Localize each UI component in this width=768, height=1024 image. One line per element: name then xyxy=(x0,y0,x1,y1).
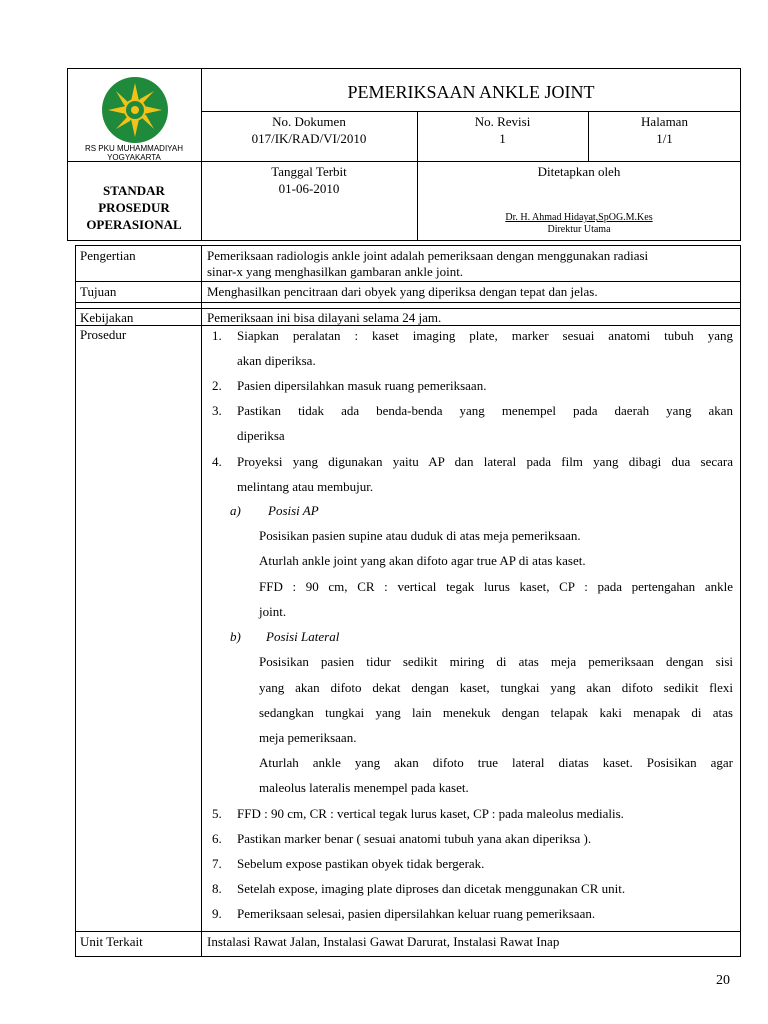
prosedur-label: Prosedur xyxy=(80,327,127,342)
approver-name: Dr. H. Ahmad Hidayat,SpOG.M.Kes xyxy=(505,212,653,223)
substep-title: Posisi AP xyxy=(268,503,319,518)
substep-text: yang akan difoto dekat dengan kaset, tungkai yang akan difoto sedikit flexi xyxy=(259,680,733,695)
step-text: Proyeksi yang digunakan yaitu AP dan lateral pada film yang dibagi dua secara xyxy=(237,454,733,469)
approver-title: Direktur Utama xyxy=(547,224,611,235)
meta-divider xyxy=(201,161,741,162)
row-divider xyxy=(75,308,741,309)
substep-text: meja pemeriksaan. xyxy=(259,730,357,745)
revision-label: No. Revisi xyxy=(474,114,531,129)
substep-text: Posisikan pasien supine atau duduk di atas meja pemeriksaan. xyxy=(259,528,581,543)
step-text: Siapkan peralatan : kaset imaging plate, marker sesuai anatomi tubuh yang xyxy=(237,328,733,343)
substep-letter: b) xyxy=(230,629,241,644)
step-text: FFD : 90 cm, CR : vertical tegak lurus kaset, CP : pada maleolus medialis. xyxy=(237,806,624,821)
revision-value: 1 xyxy=(499,131,506,146)
row-divider xyxy=(75,281,741,282)
step-text: Pemeriksaan selesai, pasien dipersilahkan keluar ruang pemeriksaan. xyxy=(237,906,596,921)
page-number: 20 xyxy=(716,973,730,988)
hospital-logo xyxy=(100,75,170,145)
step-text: akan diperiksa. xyxy=(237,353,316,368)
step-number: 1. xyxy=(212,328,222,343)
step-number: 8. xyxy=(212,881,222,896)
row-divider xyxy=(75,302,741,303)
step-number: 6. xyxy=(212,831,222,846)
step-text: Sebelum expose pastikan obyek tidak bergerak. xyxy=(237,856,485,871)
issue-date-label: Tanggal Terbit xyxy=(271,164,347,179)
step-number: 2. xyxy=(212,378,222,393)
issue-date-value: 01-06-2010 xyxy=(278,181,340,196)
label-column-divider xyxy=(201,245,202,957)
page-title: PEMERIKSAAN ANKLE JOINT xyxy=(347,82,595,102)
title-divider xyxy=(201,111,741,112)
step-text: Pastikan marker benar ( sesuai anatomi tubuh yana akan diperiksa ). xyxy=(237,831,592,846)
step-text: Pasien dipersilahkan masuk ruang pemeriksaan. xyxy=(237,378,487,393)
step-text: Pastikan tidak ada benda-benda yang menempel pada daerah yang akan xyxy=(237,403,733,418)
step-number: 5. xyxy=(212,806,222,821)
content-table xyxy=(75,245,741,957)
hospital-city: YOGYAKARTA xyxy=(107,153,161,162)
step-number: 4. xyxy=(212,454,222,469)
page-label: Halaman xyxy=(641,114,688,129)
substep-text: joint. xyxy=(259,604,287,619)
step-text: Setelah expose, imaging plate diproses dan dicetak menggunakan CR unit. xyxy=(237,881,626,896)
step-text: diperiksa xyxy=(237,428,285,443)
substep-text: maleolus lateralis menempel pada kaset. xyxy=(259,780,469,795)
substep-letter: a) xyxy=(230,503,241,518)
tujuan-text: Menghasilkan pencitraan dari obyek yang diperiksa dengan tepat dan jelas. xyxy=(207,284,598,299)
unit-terkait-text: Instalasi Rawat Jalan, Instalasi Gawat Darurat, Instalasi Rawat Inap xyxy=(207,934,560,949)
sop-title-1: STANDAR xyxy=(103,183,165,198)
sop-title-2: PROSEDUR xyxy=(98,200,170,215)
pengertian-text: Pemeriksaan radiologis ankle joint adalah pemeriksaan dengan menggunakan radiasi xyxy=(207,248,649,263)
hospital-name: RS PKU MUHAMMADIYAH xyxy=(84,144,184,153)
approved-by-label: Ditetapkan oleh xyxy=(537,164,621,179)
sop-title-3: OPERASIONAL xyxy=(86,217,182,232)
kebijakan-label: Kebijakan xyxy=(80,310,134,325)
doc-no-label: No. Dokumen xyxy=(272,114,346,129)
substep-text: Posisikan pasien tidur sedikit miring di atas meja pemeriksaan dengan sisi xyxy=(259,654,733,669)
substep-text: sedangkan tungkai yang lain menekuk dengan telapak kaki menapak di atas xyxy=(259,705,733,720)
substep-text: Aturlah ankle yang akan difoto true lateral diatas kaset. Posisikan agar xyxy=(259,755,733,770)
pengertian-text: sinar-x yang menghasilkan gambaran ankle joint. xyxy=(207,264,464,279)
substep-text: FFD : 90 cm, CR : vertical tegak lurus kaset, CP : pada pertengahan ankle xyxy=(259,579,733,594)
tujuan-label: Tujuan xyxy=(80,284,117,299)
step-number: 9. xyxy=(212,906,222,921)
step-number: 3. xyxy=(212,403,222,418)
page-value: 1/1 xyxy=(656,131,673,146)
substep-text: Aturlah ankle joint yang akan difoto agar true AP di atas kaset. xyxy=(259,553,586,568)
step-text: melintang atau membujur. xyxy=(237,479,374,494)
doc-no-value: 017/IK/RAD/VI/2010 xyxy=(251,131,367,146)
unit-terkait-label: Unit Terkait xyxy=(80,934,143,949)
step-number: 7. xyxy=(212,856,222,871)
substep-title: Posisi Lateral xyxy=(266,629,340,644)
kebijakan-text: Pemeriksaan ini bisa dilayani selama 24 jam. xyxy=(207,310,442,325)
row-divider xyxy=(75,931,741,932)
pengertian-label: Pengertian xyxy=(80,248,136,263)
